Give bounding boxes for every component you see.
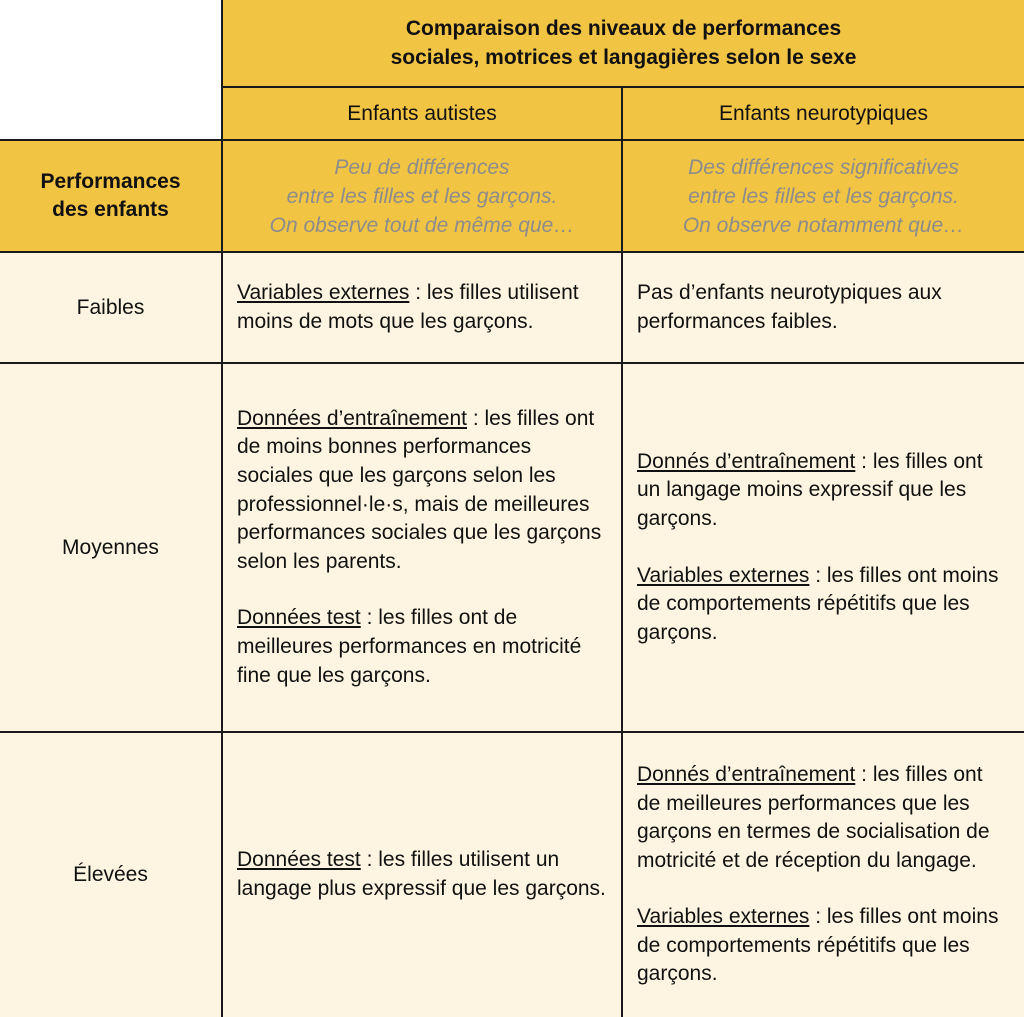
cell-text xyxy=(637,448,1010,648)
table-title-line: sociales, motrices et langagières selon le sexe xyxy=(390,46,857,69)
cell-value: : les filles ont de moins bonnes performances sociales que les garçons selon les professionnel·le·s, mais de meilleures performances sociales que les garçons selon les parents. xyxy=(237,406,602,573)
cell-paragraph xyxy=(637,562,1010,648)
cell-paragraph xyxy=(637,761,1010,875)
row-label: Élevées xyxy=(73,863,148,886)
note-line: On observe tout de même que… xyxy=(269,213,575,237)
cell-faibles-neurotypiques xyxy=(621,251,1024,364)
cell-key: Données test xyxy=(237,848,361,872)
note-line: On observe notamment que… xyxy=(682,213,965,237)
cell-value: Pas d’enfants neurotypiques aux performances faibles. xyxy=(637,280,942,333)
cell-key: Donnés d’entraînement xyxy=(637,449,856,473)
cell-paragraph xyxy=(237,604,607,690)
cell-text xyxy=(637,279,1010,336)
note-line: entre les filles et les garçons. xyxy=(286,184,558,208)
row-label: Faibles xyxy=(76,295,145,319)
cell-text xyxy=(637,761,1010,989)
table-title-line: Comparaison des niveaux de performances xyxy=(405,17,842,40)
row-header-cell xyxy=(0,139,223,253)
row-label: Moyennes xyxy=(62,535,159,559)
note-cell-neurotypiques xyxy=(621,139,1024,253)
cell-key: Variables externes xyxy=(237,280,410,304)
cell-faibles-autistes xyxy=(221,251,623,364)
cell-paragraph xyxy=(637,279,1010,336)
row-label-elevees xyxy=(0,731,223,1017)
row-header-title xyxy=(40,168,180,224)
column-header-label: Enfants neurotypiques xyxy=(719,101,928,125)
column-header-neurotypiques xyxy=(621,86,1024,141)
row-header-line: Performances xyxy=(40,170,181,193)
cell-key: Données test xyxy=(237,606,361,630)
row-header-line: des enfants xyxy=(52,198,169,221)
cell-value: : les filles ont de meilleures performances que les garçons en termes de socialisation de motricité et de réception du langage. xyxy=(637,762,990,872)
note-line: Peu de différences xyxy=(334,155,510,179)
cell-value: : les filles utilisent moins de mots que les garçons. xyxy=(237,280,579,333)
cell-value: : les filles utilisent un langage plus expressif que les garçons. xyxy=(237,848,606,900)
column-header-autistes xyxy=(221,86,623,141)
cell-value: : les filles ont moins de comportements répétitifs que les garçons. xyxy=(637,563,999,644)
cell-paragraph xyxy=(637,903,1010,989)
cell-key: Données d’entraînement xyxy=(237,406,467,430)
cell-moyennes-autistes xyxy=(221,362,623,733)
note-line: Des différences significatives xyxy=(688,155,959,179)
column-header-label: Enfants autistes xyxy=(347,101,497,125)
cell-value: : les filles ont moins de comportements répétitifs que les garçons. xyxy=(637,905,999,986)
cell-paragraph xyxy=(637,448,1010,534)
note-autistes xyxy=(270,153,575,240)
cell-elevees-neurotypiques xyxy=(621,731,1024,1017)
note-line: entre les filles et les garçons. xyxy=(688,184,959,208)
row-label-faibles xyxy=(0,251,223,364)
note-neurotypiques xyxy=(683,153,964,240)
cell-value: : les filles ont un langage moins expressif que les garçons. xyxy=(637,449,983,530)
cell-paragraph xyxy=(237,846,607,903)
table-title xyxy=(391,14,857,72)
cell-key: Variables externes xyxy=(637,563,810,587)
cell-value: : les filles ont de meilleures performances en motricité fine que les garçons. xyxy=(237,606,582,687)
cell-paragraph xyxy=(237,279,607,336)
table-title-cell xyxy=(221,0,1024,88)
cell-paragraph xyxy=(237,405,607,577)
cell-elevees-autistes xyxy=(221,731,623,1017)
cell-text xyxy=(237,279,607,336)
cell-text xyxy=(237,846,607,903)
cell-key: Variables externes xyxy=(637,905,810,929)
row-label-moyennes xyxy=(0,362,223,733)
note-cell-autistes xyxy=(221,139,623,253)
cell-moyennes-neurotypiques xyxy=(621,362,1024,733)
cell-key: Donnés d’entraînement xyxy=(637,762,856,786)
cell-text xyxy=(237,405,607,690)
